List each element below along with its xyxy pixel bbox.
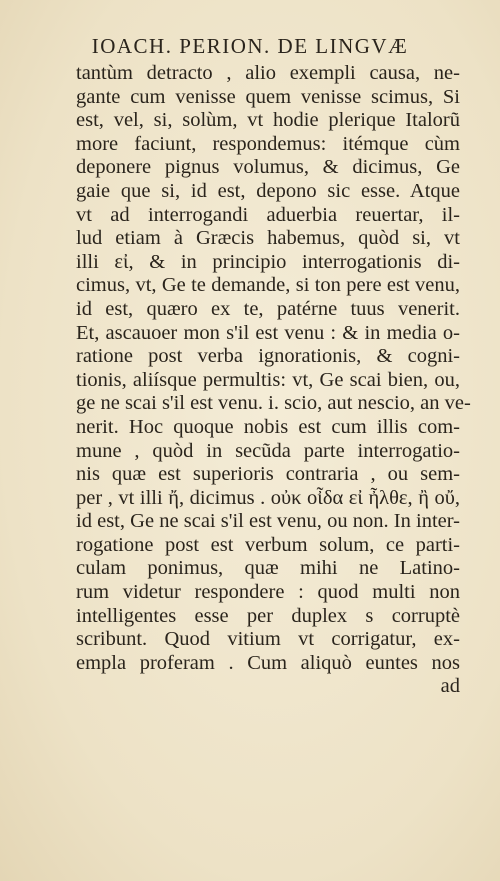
text-line: ratione post verba ignorationis, & cogni- (76, 345, 460, 368)
text-line: deponere pignus volumus, & dicimus, Ge (76, 156, 460, 179)
text-line: id est, quæro ex te, patérne tuus venerit. (76, 297, 460, 320)
text-line: culam ponimus, quæ mihi ne Latino- (76, 557, 460, 580)
text-line: cimus, vt, Ge te demande, si ton pere est venu, (76, 274, 460, 297)
text-line: tantùm detracto , alio exempli causa, ne- (76, 62, 460, 84)
text-line: id est, Ge ne scai s'il est venu, ou non. In inter- (76, 510, 460, 533)
text-line: lud etiam à Græcis habemus, quòd si, vt (76, 227, 460, 250)
text-line: illi εἰ, & in principio interrogationis di- (76, 250, 460, 273)
text-line: intelligentes esse per duplex s corruptè (76, 604, 460, 627)
text-line: rogatione post est verbum solum, ce parti- (76, 533, 460, 556)
text-block (76, 62, 471, 699)
text-line: Et, ascauoer mon s'il est venu : & in media o- (76, 321, 460, 344)
text-line: est, vel, si, solùm, vt hodie plerique Italorũ (76, 109, 460, 132)
text-line: per , vt illi ἤ, dicimus . οὐκ οἶδα εἰ ἦλθε, ἢ οὔ, (76, 486, 460, 509)
text-line: tionis, aliísque permultis: vt, Ge scai bien, ou, (76, 368, 460, 391)
text-line: gante cum venisse quem venisse scimus, Si (76, 85, 460, 108)
text-line: more faciunt, respondemus: itémque cùm (76, 132, 460, 155)
text-line: vt ad interrogandi aduerbia reuertar, il- (76, 203, 460, 226)
text-line: gaie que si, id est, depono sic esse. Atque (76, 179, 460, 202)
text-line: rum videtur respondere : quod multi non (76, 581, 460, 604)
text-line: nis quæ est superioris contraria , ou sem- (76, 463, 460, 486)
text-line: scribunt. Quod vitium vt corrigatur, ex- (76, 628, 460, 651)
text-line: nerit. Hoc quoque nobis est cum illis com- (76, 415, 460, 438)
text-line: empla proferam . Cum aliquò euntes nos (76, 651, 460, 674)
text-line: ge ne scai s'il est venu. i. scio, aut nescio, an ve- (76, 392, 471, 415)
catchword: ad (440, 675, 460, 698)
running-head: IOACH. PERION. DE LINGVÆ (91, 34, 409, 58)
text-line: mune , quòd in secũda parte interrogatio- (76, 439, 460, 462)
